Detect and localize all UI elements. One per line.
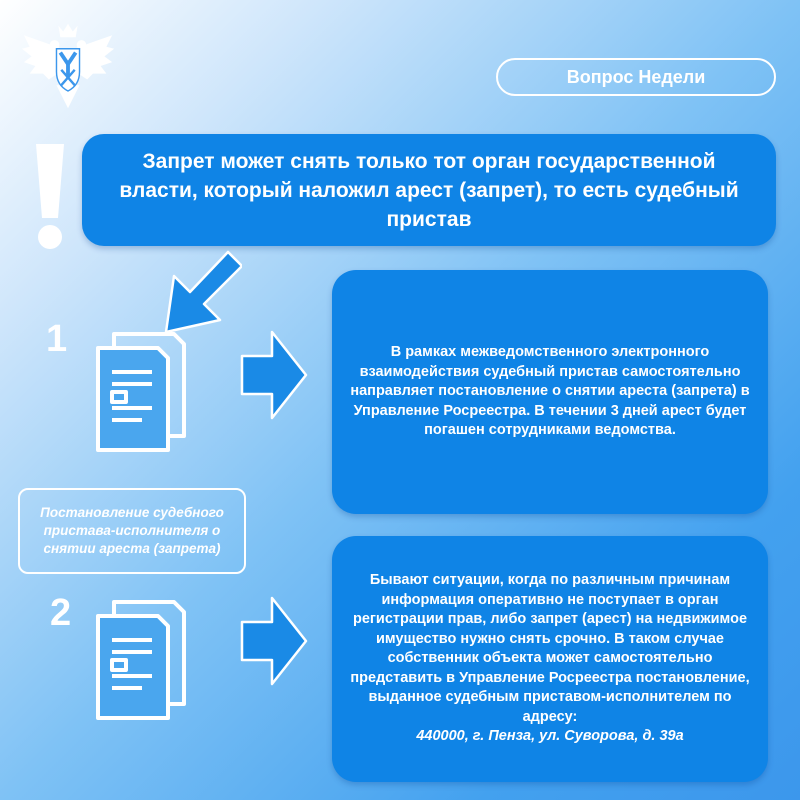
step-number-1: 1 (46, 318, 68, 360)
notice-box (82, 134, 776, 246)
document-stack-icon (92, 598, 188, 722)
step-1-text: В рамках межведомственного электронного взаимодействия судебный пристав самостоятельно направляет постановление о снятии ареста (запрета) в Управление Росреестра. В течении 3 дней арест будет погашен сотрудниками ведомства. (350, 344, 750, 439)
notice-text: Запрет может снять только тот орган государственной власти, который наложил арест (запрет), то есть судебный пристав (119, 149, 739, 231)
step-2-address: 440000, г. Пенза, ул. Суворова, д. 39а (416, 728, 684, 745)
caption-text: Постановление судебного пристава-исполнителя о снятии ареста (запрета) (40, 505, 224, 556)
step-2-box (332, 536, 768, 782)
step-number-2: 2 (50, 592, 72, 634)
exclamation-icon (28, 140, 72, 250)
step-1-box (332, 270, 768, 514)
arrow-right-icon (240, 596, 308, 686)
document-caption (18, 488, 246, 574)
rosreestr-eagle-emblem-icon (20, 18, 116, 114)
arrow-down-left-icon (162, 248, 242, 334)
arrow-right-icon (240, 330, 308, 420)
question-of-week-badge: Вопрос Недели (496, 58, 776, 96)
step-2-text: Бывают ситуации, когда по различным причинам информация оперативно не поступает в орган регистрации прав, либо запрет (арест) на недвижимое имущество нужно снять срочно. В таком случае собственник объекта может самостоятельно представить в Управление Росреестра постановление, выданное судебным приставом-исполнителем по адресу: (350, 572, 750, 725)
document-stack-icon (92, 330, 188, 454)
